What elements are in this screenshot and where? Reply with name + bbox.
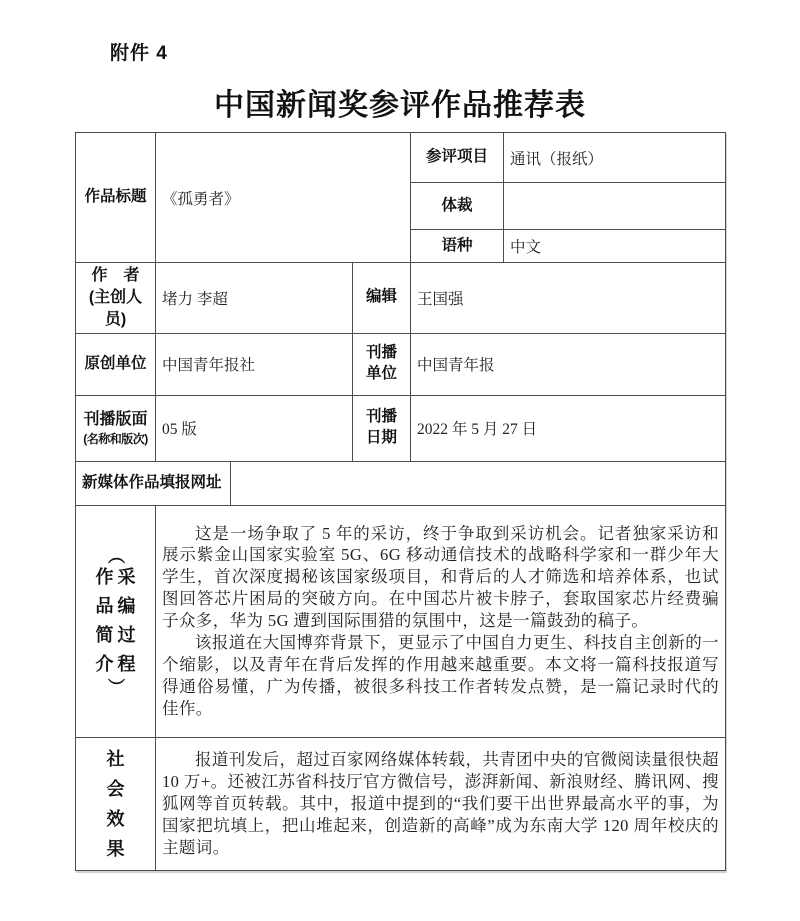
author-value: 堵力 李超 xyxy=(156,263,353,334)
original-unit-label: 原创单位 xyxy=(76,333,156,395)
intro-label-pair: 介程 xyxy=(95,654,140,675)
editor-label: 编辑 xyxy=(353,263,411,334)
intro-vertical-label xyxy=(82,548,149,694)
language-value: 中文 xyxy=(504,230,726,263)
work-title-label: 作品标题 xyxy=(76,133,156,263)
social-effect-char: 效 xyxy=(106,808,125,829)
row-page-date xyxy=(76,395,726,461)
author-label xyxy=(76,263,156,334)
publish-unit-value: 中国青年报 xyxy=(411,333,726,395)
social-effect-paragraph: 报道刊发后，超过百家网络媒体转载，共青团中央的官微阅读量很快超 10 万+。还被江苏省科技厅官方微信号，澎湃新闻、新浪财经、腾讯网、搜狐网等首页转载。其中，报道中提到的“我们要干出世界最高水平的事，为国家把坑填上，把山堆起来，创造新的高峰”成为东南大学 120 周年校庆的主题词。 xyxy=(162,749,719,857)
intro-bracket-close: ） xyxy=(106,678,125,696)
row-original-publish-unit xyxy=(76,333,726,395)
entry-category-label: 参评项目 xyxy=(411,133,504,183)
intro-label-pair: 简过 xyxy=(95,625,140,646)
row-intro xyxy=(76,505,726,737)
social-effect-char: 果 xyxy=(106,838,125,859)
publish-page-label xyxy=(76,395,156,461)
row-work-title-category xyxy=(76,133,726,183)
entry-category-value: 通讯（报纸） xyxy=(504,133,726,183)
language-label: 语种 xyxy=(411,230,504,263)
row-author-editor xyxy=(76,263,726,334)
publish-page-value: 05 版 xyxy=(156,395,353,461)
new-media-url-label: 新媒体作品填报网址 xyxy=(76,461,231,505)
intro-label xyxy=(76,505,156,737)
page-title: 中国新闻奖参评作品推荐表 xyxy=(214,89,586,122)
row-new-media-url xyxy=(76,461,726,505)
new-media-url-value xyxy=(231,461,726,505)
intro-bracket-open: （ xyxy=(106,547,125,565)
row-social-effect xyxy=(76,737,726,870)
intro-paragraph: 这是一场争取了 5 年的采访，终于争取到采访机会。记者独家采访和展示紫金山国家实验室 5G、6G 移动通信技术的战略科学家和一群少年大学生，首次深度揭秘该国家级项目，和背后的人才筛选和培养体系，也试图回答芯片困局的突破方向。在中国芯片被卡脖子，套取国家芯片经费骗子众多，华为 5G 遭到国际围猎的氛围中，这是一篇鼓劲的稿子。 xyxy=(162,523,719,631)
intro-label-pair: 品编 xyxy=(95,596,140,617)
work-title-value: 《孤勇者》 xyxy=(156,133,411,263)
social-effect-label xyxy=(76,737,156,870)
attachment-label: 附件 4 xyxy=(110,43,168,64)
editor-value: 王国强 xyxy=(411,263,726,334)
publish-page-label-line1: 刊播版面 xyxy=(83,411,148,429)
original-unit-value: 中国青年报社 xyxy=(156,333,353,395)
recommendation-form-table xyxy=(75,132,726,871)
social-effect-text-cell xyxy=(156,737,726,870)
social-effect-char: 会 xyxy=(106,778,125,799)
intro-label-pair: 作采 xyxy=(95,567,140,588)
publish-unit-label: 刊播单位 xyxy=(353,333,411,395)
publish-date-value: 2022 年 5 月 27 日 xyxy=(411,395,726,461)
publish-page-label-line2: (名称和版次) xyxy=(83,432,148,447)
genre-value xyxy=(504,183,726,230)
intro-paragraph: 该报道在大国博弈背景下，更显示了中国自力更生、科技自主创新的一个缩影，以及青年在背后发挥的作用越来越重要。本文将一篇科技报道写得通俗易懂，广为传播，被很多科技工作者转发点赞，是一篇记录时代的佳作。 xyxy=(162,633,719,719)
author-label-line1: 作 者 xyxy=(91,267,140,284)
publish-date-label: 刊播日期 xyxy=(353,395,411,461)
author-label-line2: (主创人员) xyxy=(88,288,143,328)
social-effect-vertical-label xyxy=(82,744,149,864)
social-effect-char: 社 xyxy=(106,748,125,769)
genre-label: 体裁 xyxy=(411,183,504,230)
intro-text-cell xyxy=(156,505,726,737)
